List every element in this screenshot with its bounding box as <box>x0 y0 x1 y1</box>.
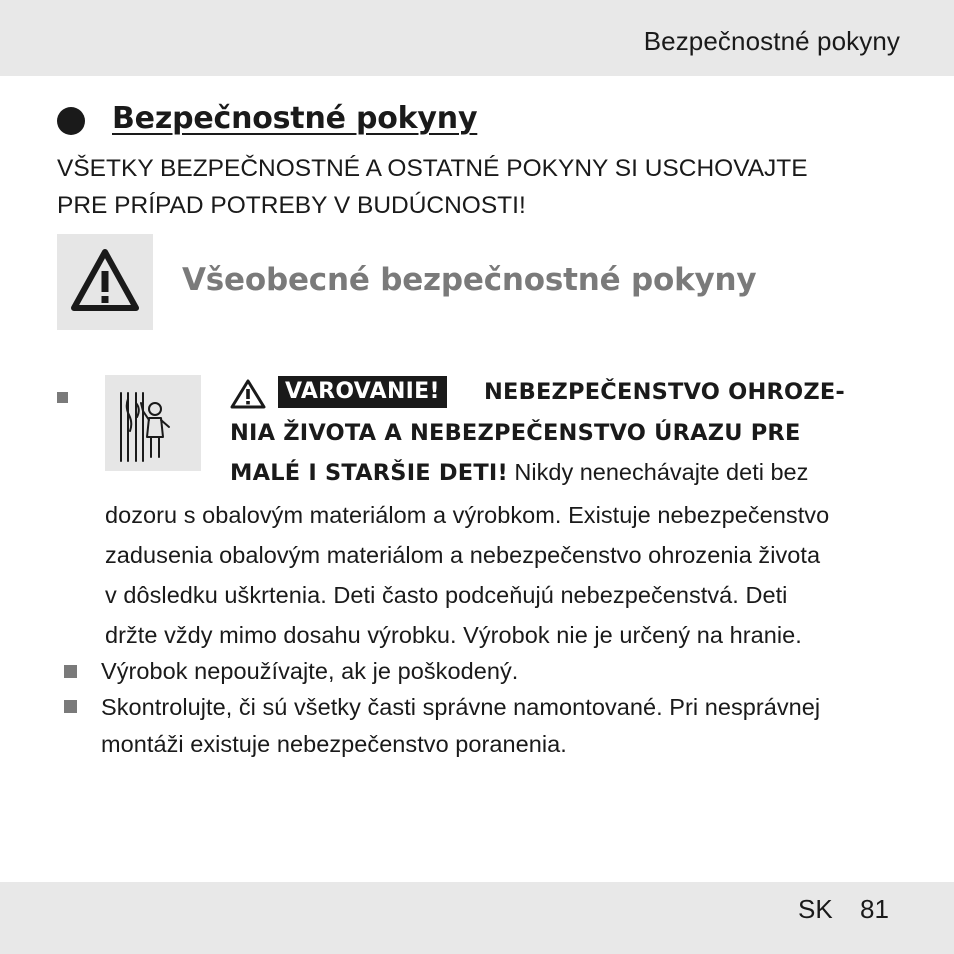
child-warning-icon <box>105 375 201 471</box>
keep-note-line-2: PRE PRÍPAD POTREBY V BUDÚCNOSTI! <box>57 192 526 219</box>
bullet-text-1: Výrobok nepoužívajte, ak je poškodený. <box>101 658 519 684</box>
warning-small-icon <box>230 379 266 409</box>
warning-bold-line-2: NIA ŽIVOTA A NEBEZPEČENSTVO ÚRAZU PRE <box>230 420 801 446</box>
warning-text-line-4: dozoru s obalovým materiálom a výrobkom. Existuje nebezpečenstvo <box>105 502 830 528</box>
section-bullet-icon <box>57 107 85 135</box>
warning-text-line-5: zadusenia obalovým materiálom a nebezpečenstvo ohrozenia života <box>105 542 821 568</box>
general-safety-heading: Všeobecné bezpečnostné pokyny <box>182 262 757 298</box>
bullet-square-icon <box>64 665 77 678</box>
warning-bold-line-3: MALÉ I STARŠIE DETI! <box>230 460 508 486</box>
warning-badge: VAROVANIE! <box>278 376 447 408</box>
bullet-square-icon <box>57 392 68 403</box>
warning-triangle-icon <box>57 234 153 330</box>
warning-text-line-7: držte vždy mimo dosahu výrobku. Výrobok nie je určený na hranie. <box>105 622 802 648</box>
warning-text-line-3: Nikdy nenechávajte deti bez <box>507 459 809 485</box>
section-heading: Bezpečnostné pokyny <box>112 101 478 136</box>
header-title: Bezpečnostné pokyny <box>643 26 900 56</box>
keep-instructions-note <box>57 150 907 224</box>
footer-language: SK <box>798 894 833 924</box>
page-number: 81 <box>860 894 889 924</box>
bullet-text-2-line-2: montáži existuje nebezpečenstvo poranenia. <box>101 731 567 757</box>
warning-line-3 <box>230 459 808 486</box>
keep-note-line-1: VŠETKY BEZPEČNOSTNÉ A OSTATNÉ POKYNY SI USCHOVAJTE <box>57 155 808 182</box>
warning-text-line-6: v dôsledku uškrtenia. Deti často podceňujú nebezpečenstvá. Deti <box>105 582 788 608</box>
bullet-text-2-line-1: Skontrolujte, či sú všetky časti správne namontované. Pri nesprávnej <box>101 694 821 720</box>
warning-bold-line-1: NEBEZPEČENSTVO OHROZE- <box>484 379 845 405</box>
bullet-square-icon <box>64 700 77 713</box>
